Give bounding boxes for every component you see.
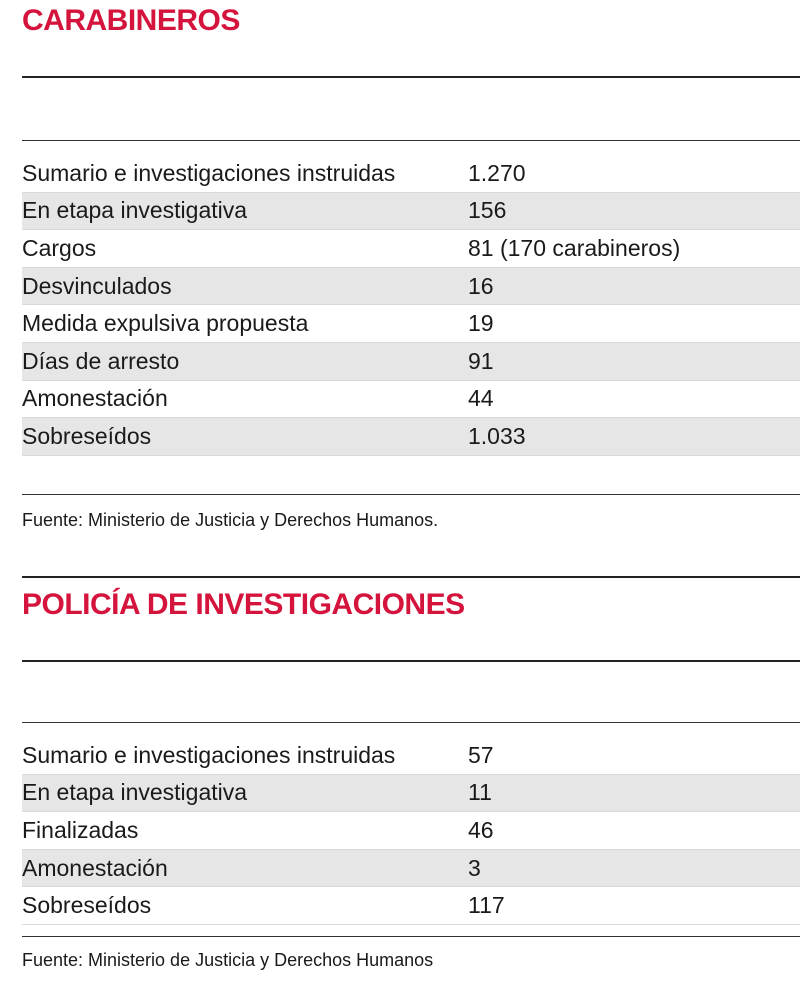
row-value: 11 [468, 779, 492, 806]
row-value: 117 [468, 892, 505, 919]
row-label: En etapa investigativa [22, 197, 248, 224]
table-row [22, 850, 800, 888]
pdi-title: POLICÍA DE INVESTIGACIONES [22, 588, 465, 621]
pdi-table [22, 737, 800, 925]
divider [22, 936, 800, 937]
table-row [22, 812, 800, 850]
row-value: 81 (170 carabineros) [468, 234, 681, 261]
carabineros-table [22, 155, 800, 456]
divider [22, 140, 800, 141]
table-row [22, 737, 800, 775]
row-label: Cargos [22, 234, 97, 261]
row-label: Finalizadas [22, 816, 139, 843]
row-value: 1.033 [468, 422, 526, 449]
row-value: 57 [468, 741, 494, 768]
divider [22, 494, 800, 495]
row-label: Amonestación [22, 385, 168, 412]
row-value: 91 [468, 347, 494, 374]
row-label: En etapa investigativa [22, 779, 248, 806]
row-label: Sumario e investigaciones instruidas [22, 159, 396, 186]
row-value: 19 [468, 310, 494, 337]
divider [22, 576, 800, 578]
row-label: Sumario e investigaciones instruidas [22, 741, 396, 768]
pdi-source: Fuente: Ministerio de Justicia y Derechos Humanos [22, 950, 434, 970]
row-value: 3 [468, 854, 481, 881]
row-value: 44 [468, 385, 494, 412]
row-value: 1.270 [468, 159, 526, 186]
table-row [22, 230, 800, 268]
row-label: Desvinculados [22, 272, 172, 299]
table-row [22, 268, 800, 306]
table-row [22, 887, 800, 925]
divider [22, 76, 800, 78]
table-row [22, 418, 800, 456]
row-value: 46 [468, 816, 494, 843]
row-value: 156 [468, 197, 507, 224]
row-label: Amonestación [22, 854, 168, 881]
divider [22, 722, 800, 723]
row-label: Días de arresto [22, 347, 180, 374]
table-row [22, 305, 800, 343]
carabineros-title: CARABINEROS [22, 4, 240, 37]
table-row [22, 193, 800, 231]
table-row [22, 155, 800, 193]
table-row [22, 775, 800, 813]
row-label: Sobreseídos [22, 892, 152, 919]
divider [22, 660, 800, 662]
table-row [22, 381, 800, 419]
carabineros-source: Fuente: Ministerio de Justicia y Derechos Humanos. [22, 510, 439, 530]
row-value: 16 [468, 272, 494, 299]
table-row [22, 343, 800, 381]
row-label: Medida expulsiva propuesta [22, 310, 309, 337]
row-label: Sobreseídos [22, 422, 152, 449]
